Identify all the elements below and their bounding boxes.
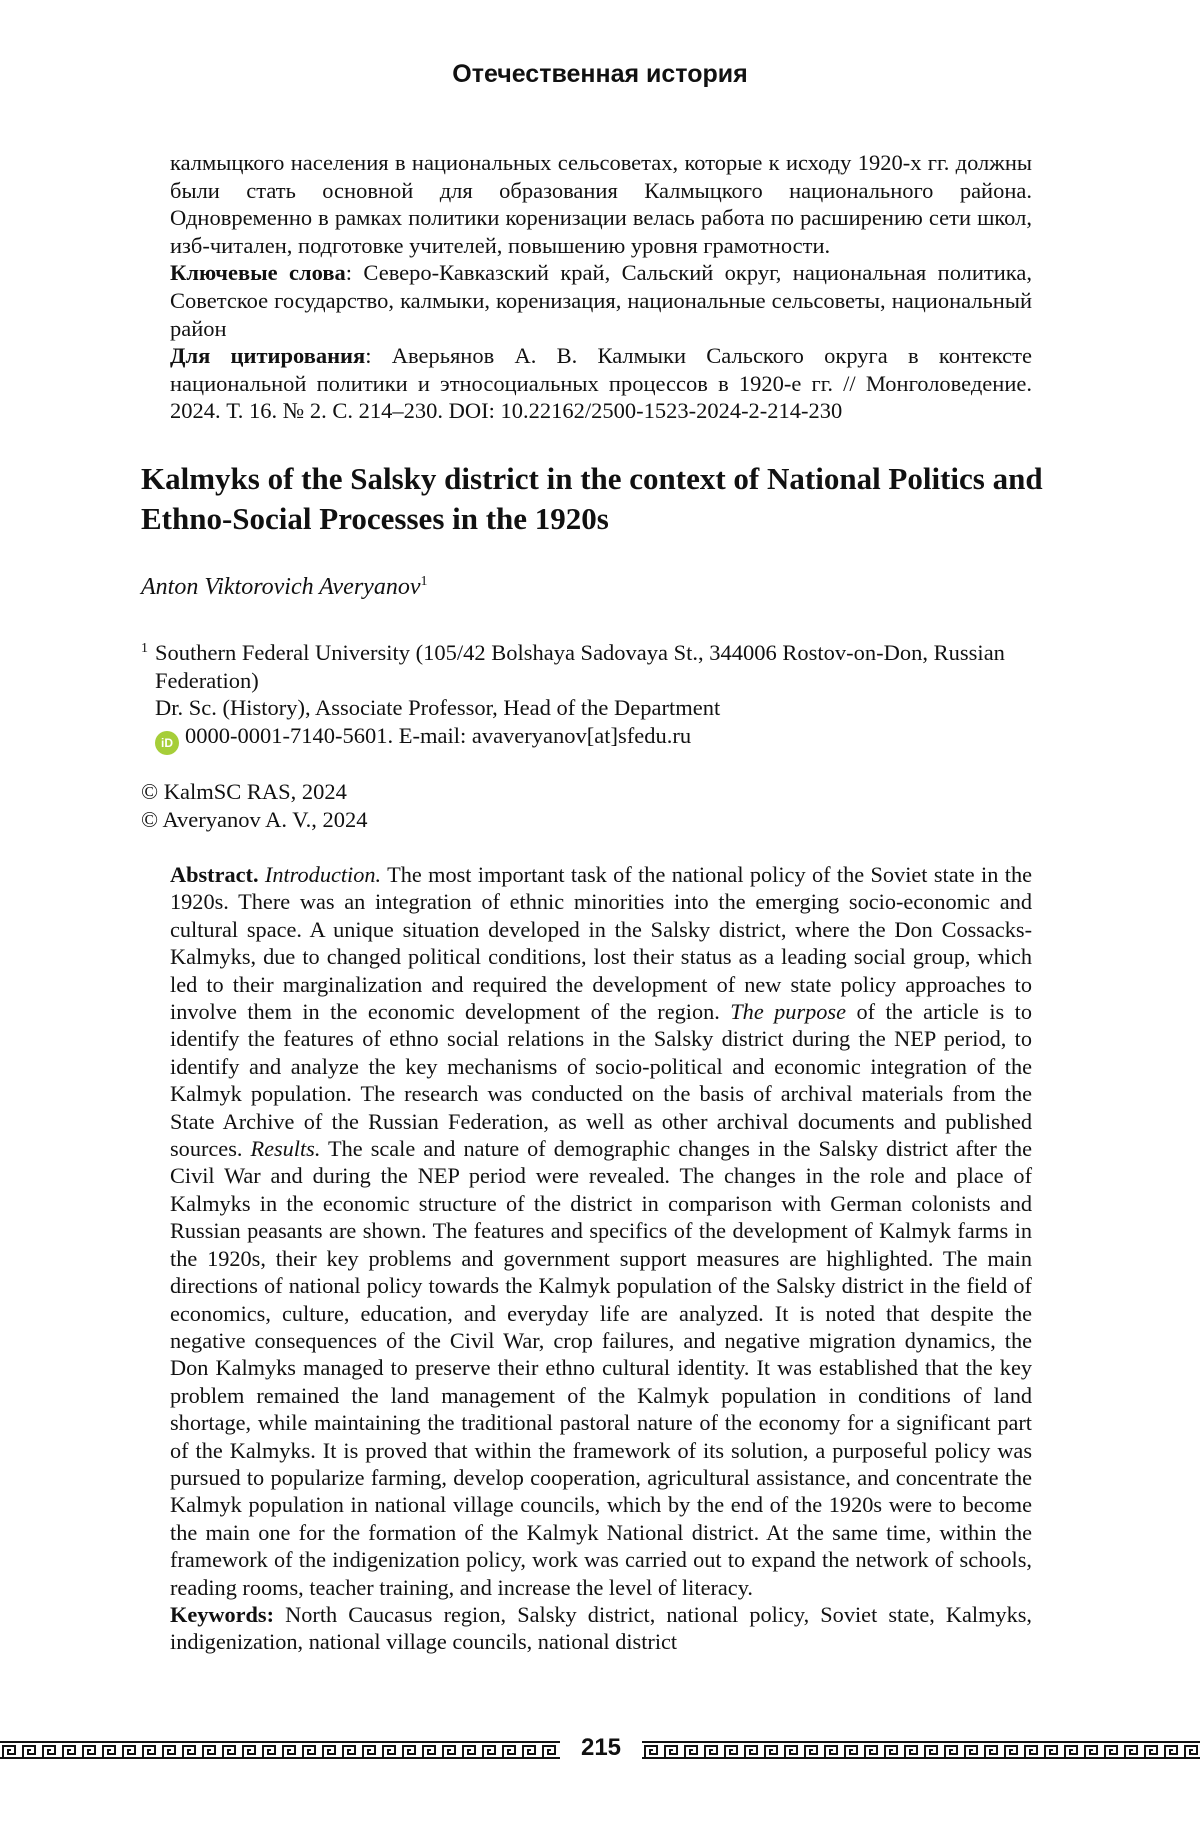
meander-border-left: [0, 1738, 560, 1762]
article-title: Kalmyks of the Salsky district in the context of National Politics and Ethno-Social Processes in the 1920s: [141, 461, 1043, 536]
affiliation-block: [141, 635, 1061, 755]
abstract-purpose-label: The purpose: [730, 999, 847, 1025]
author-line: [141, 574, 427, 601]
affiliation-contacts: 0000-0001-7140-5601. E-mail: avaveryanov[at]sfedu.ru: [185, 722, 692, 748]
affiliation-contacts-line: [141, 722, 1061, 755]
running-head: Отечественная история: [452, 60, 748, 88]
affiliation-mark: 1: [141, 641, 148, 656]
copyright-block: [141, 778, 367, 833]
abstract-label: Abstract.: [170, 862, 259, 887]
ru-keywords: [170, 259, 1032, 342]
page-footer: [0, 1734, 1200, 1762]
copyright-line: © KalmSC RAS, 2024: [141, 779, 347, 804]
en-keywords: [170, 1601, 1032, 1656]
en-keywords-text: North Caucasus region, Salsky district, national policy, Soviet state, Kalmyks, indigenization, national village councils, national district: [170, 1601, 1032, 1655]
affiliation-institution: Southern Federal University (105/42 Bolshaya Sadovaya St., 344006 Rostov-on-Don, Russian Federation): [155, 640, 1005, 693]
abstract-results-text: The scale and nature of demographic changes in the Salsky district after the Civil War and during the NEP period were revealed. The changes in the role and place of Kalmyks in the economic structure of the district in comparison with German colonists and Russian peasants are shown. The features and specifics of the development of Kalmyk farms in the 1920s, their key problems and government support measures are highlighted. The main directions of national policy towards the Kalmyk population of the Salsky district in the field of economics, culture, education, and everyday life are analyzed. It is noted that despite the negative consequences of the Civil War, crop failures, and negative migration dynamics, the Don Kalmyks managed to preserve their ethno cultural identity. It was established that the key problem remained the land management of the Kalmyk population in conditions of land shortage, while maintaining the traditional pastoral nature of the economy for a significant part of the Kalmyks. It is proved that within the framework of its solution, a purposeful policy was pursued to popularize farming, develop cooperation, agricultural assistance, and concentrate the Kalmyk population in national village councils, which by the end of the 1920s were to become the main one for the formation of the Kalmyk National district. At the same time, within the framework of the indigenization policy, work was carried out to expand the network of schools, reading rooms, teacher training, and increase the level of literacy.: [170, 1136, 1032, 1600]
ru-abstract-tail: калмыцкого населения в национальных сельсоветах, которые к исходу 1920-х гг. должны были стать основной для образования Калмыцкого национального района. Одновременно в рамках политики коренизации велась работа по расширению сети школ, изб-читален, подготовке учителей, повышению уровня грамотности.: [170, 150, 1032, 258]
author-affiliation-mark: 1: [420, 574, 428, 589]
english-abstract-block: [170, 861, 1032, 1656]
russian-abstract-block: [170, 149, 1032, 425]
abstract-paragraph: [170, 861, 1032, 1601]
orcid-icon[interactable]: iD: [155, 731, 179, 755]
affiliation-line: [141, 635, 1061, 694]
abstract-introduction-label: Introduction.: [264, 862, 382, 887]
affiliation-position: Dr. Sc. (History), Associate Professor, Head of the Department: [155, 695, 721, 720]
ru-citation-text: : Аверьянов А. В. Калмыки Сальского округа в контексте национальной политики и этносоциальных процессов в 1920-е гг. // Монголоведение. 2024. Т. 16. № 2. С. 214–230. DOI: 10.22162/2500-1523-2024-2-214-230: [170, 343, 1032, 424]
meander-border-right: [642, 1738, 1200, 1762]
ru-keywords-label: Ключевые слова: [170, 260, 346, 286]
ru-citation-label: Для цитирования: [170, 343, 366, 369]
page-number: 215: [580, 1734, 622, 1761]
ru-keywords-text: : Северо-Кавказский край, Сальский округ, национальная политика, Советское государство, калмыки, коренизация, национальные сельсоветы, национальный район: [170, 260, 1032, 341]
abstract-results-label: Results.: [250, 1136, 321, 1162]
en-keywords-label: Keywords:: [170, 1601, 275, 1627]
abstract-purpose-text: of the article is to identify the features of ethno social relations in the Salsky district during the NEP period, to identify and analyze the key mechanisms of socio-political and economic integration of the Kalmyk population. The research was conducted on the basis of archival materials from the State Archive of the Russian Federation, as well as other archival documents and published sources.: [170, 999, 1032, 1162]
author-name: Anton Viktorovich Averyanov: [141, 574, 421, 600]
copyright-line: © Averyanov A. V., 2024: [141, 806, 368, 832]
ru-citation: [170, 342, 1032, 425]
abstract-introduction-text: The most important task of the national policy of the Soviet state in the 1920s. There was an integration of ethnic minorities into the emerging socio-economic and cultural space. A unique situation developed in the Salsky district, where the Don Cossacks-Kalmyks, due to changed political conditions, lost their status as a leading social group, which led to their marginalization and required the development of new state policy approaches to involve them in the economic development of the region.: [170, 862, 1032, 1025]
